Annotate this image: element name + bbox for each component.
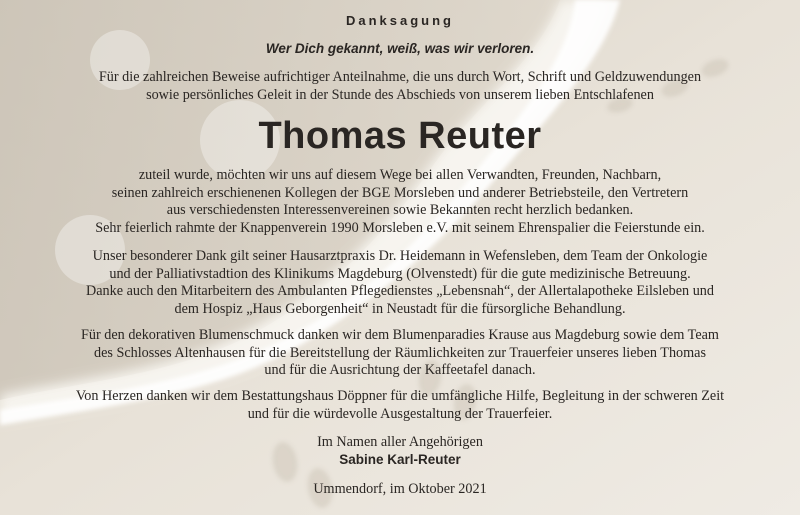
paragraph-line: Danke auch den Mitarbeitern des Ambulanten Pflegedienstes „Lebensnah“, der Allertalapotheke Eilsleben und <box>86 283 714 300</box>
paragraph-line: des Schlosses Altenhausen für die Bereitstellung der Räumlichkeiten zur Trauerfeier unseres lieben Thomas <box>93 344 706 361</box>
notice-motto: Wer Dich gekannt, weiß, was wir verloren. <box>265 41 535 56</box>
place-and-date: Ummendorf, im Oktober 2021 <box>313 481 487 497</box>
intro-line: sowie persönliches Geleit in der Stunde des Abschieds von unserem lieben Entschlafenen <box>146 86 654 103</box>
signer-name: Sabine Karl-Reuter <box>339 452 461 467</box>
thanks-paragraph-3 <box>0 327 800 380</box>
paragraph-line: Von Herzen danken wir dem Bestattungshaus Döppner für die umfängliche Hilfe, Begleitung in der schweren Zeit <box>75 388 725 404</box>
paragraph-line: aus verschiedensten Interessenvereinen sowie Bekannten recht herzlich bedanken. <box>166 202 634 219</box>
paragraph-line: und für die Ausrichtung der Kaffeetafel danach. <box>264 362 536 379</box>
paragraph-line: zuteil wurde, möchten wir uns auf diesem Wege bei allen Verwandten, Freunden, Nachbarn, <box>138 167 662 183</box>
deceased-name: Thomas Reuter <box>258 115 542 157</box>
thanks-paragraph-1 <box>0 167 800 237</box>
paragraph-line: Sehr feierlich rahmte der Knappenverein 1990 Morsleben e.V. mit seinem Ehrenspalier die Feierstunde ein. <box>95 219 705 236</box>
thanks-paragraph-2 <box>0 248 800 318</box>
notice-heading: Danksagung <box>345 13 454 28</box>
paragraph-line: Für den dekorativen Blumenschmuck danken wir dem Blumenparadies Krause aus Magdeburg sowie dem Team <box>81 327 719 343</box>
intro-line: Für die zahlreichen Beweise aufrichtiger Anteilnahme, die uns durch Wort, Schrift und Geldzuwendungen <box>98 69 702 85</box>
intro-paragraph <box>0 69 800 104</box>
thanks-paragraph-4 <box>0 388 800 423</box>
signoff-text: Im Namen aller Angehörigen <box>317 434 483 450</box>
paragraph-line: und für die würdevolle Ausgestaltung der Trauerfeier. <box>247 405 553 422</box>
paragraph-line: dem Hospiz „Haus Geborgenheit“ in Neustadt für die fürsorgliche Behandlung. <box>174 300 626 317</box>
paragraph-line: Unser besonderer Dank gilt seiner Hausarztpraxis Dr. Heidemann in Wefensleben, dem Team der Onkologie <box>92 248 708 264</box>
paragraph-line: seinen zahlreich erschienenen Kollegen der BGE Morsleben und anderer Betriebsteile, den Vertretern <box>111 184 689 201</box>
paragraph-line: und der Palliativstadtion des Klinikums Magdeburg (Olvenstedt) für die gute medizinische Betreuung. <box>109 265 691 282</box>
